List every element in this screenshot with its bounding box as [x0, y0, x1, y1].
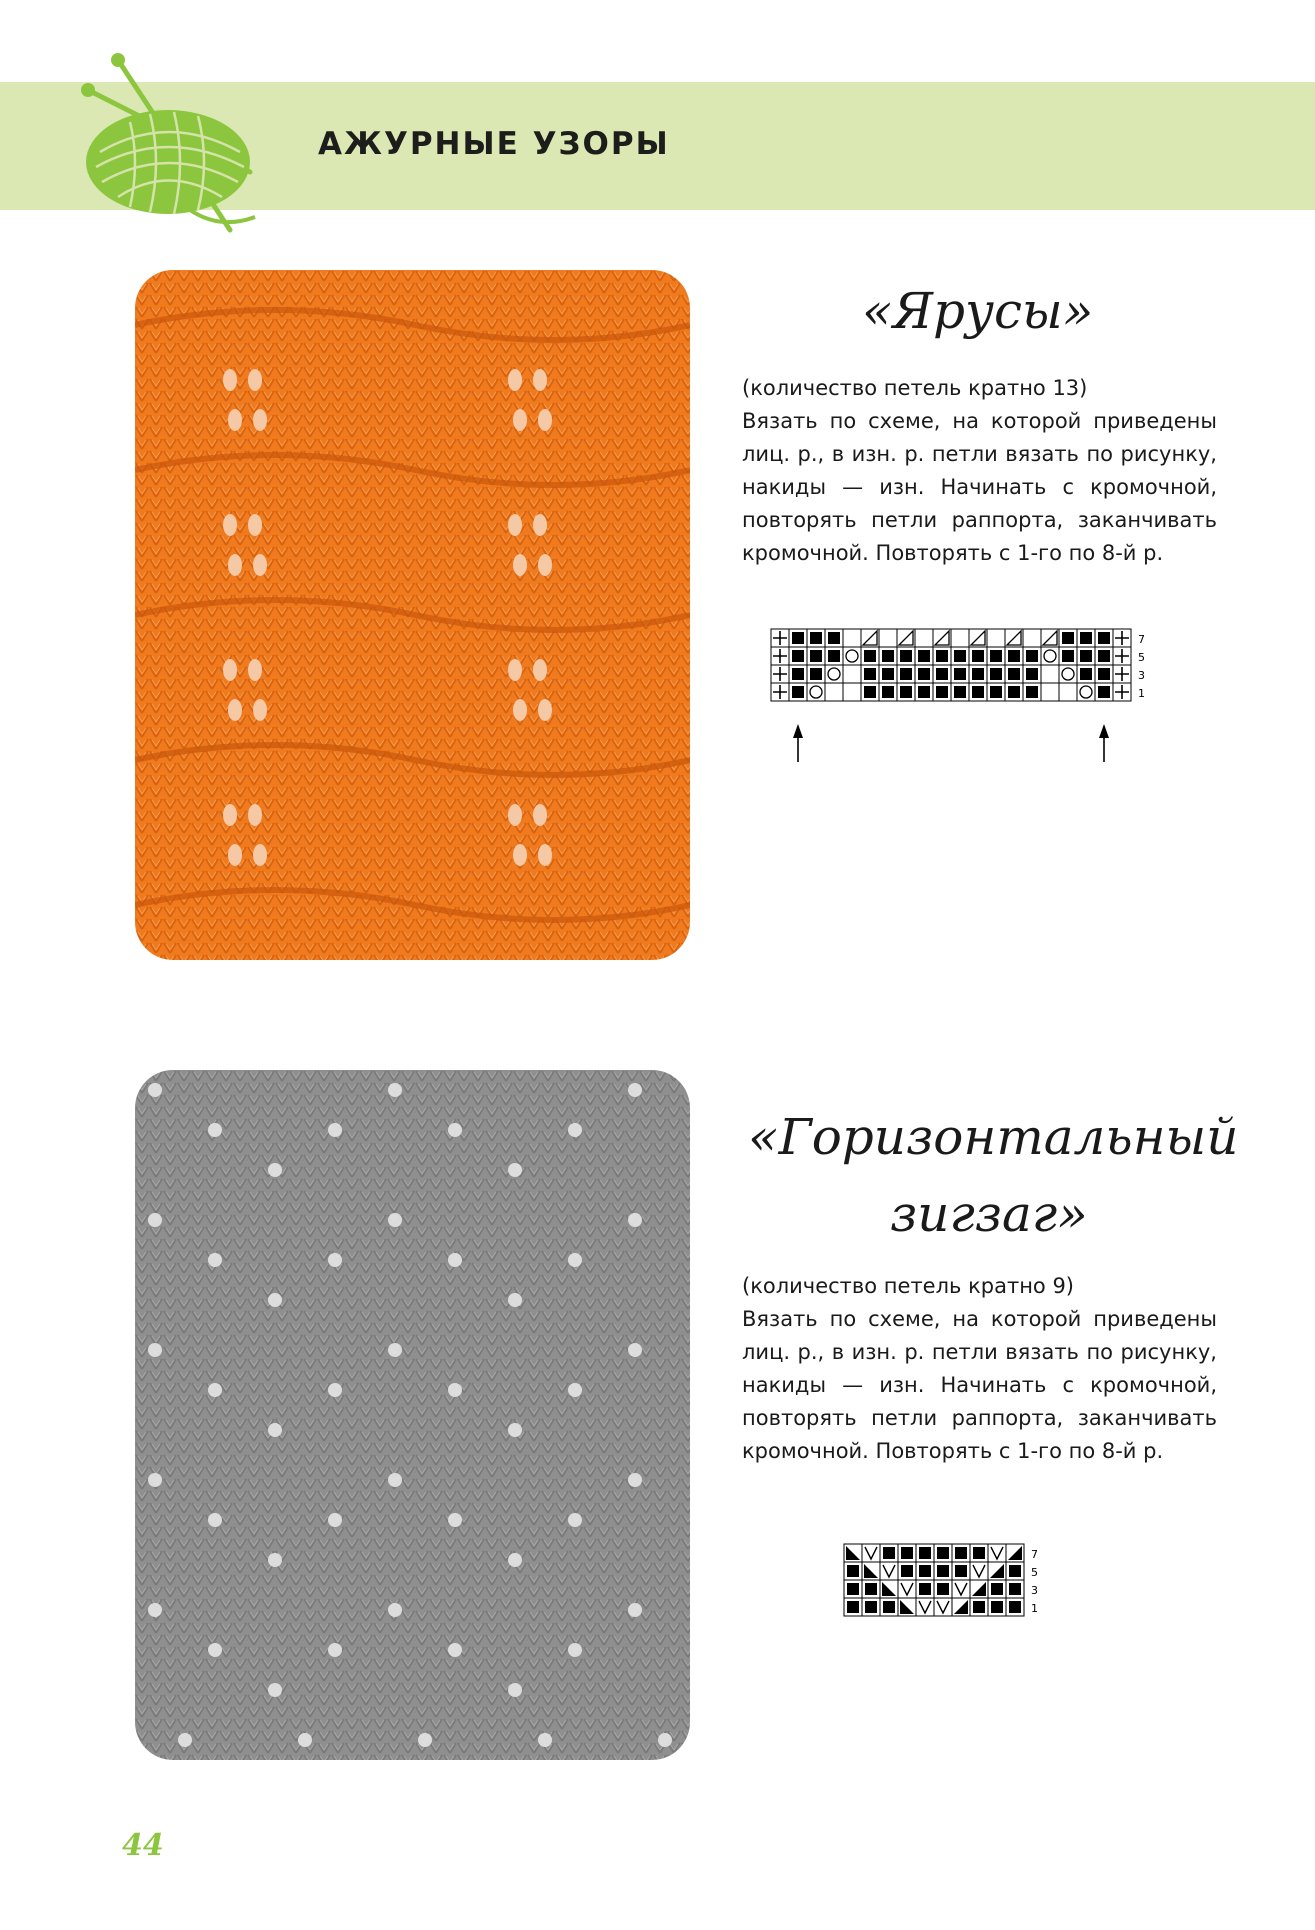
- chart-cell: [771, 629, 789, 647]
- pattern-2-knitting-chart: [843, 1543, 1063, 1625]
- chart-cell: [789, 647, 807, 665]
- chart-cell: [861, 665, 879, 683]
- chart-cell: [771, 665, 789, 683]
- chart-cell: [952, 1598, 970, 1616]
- chart-cell: [1095, 683, 1113, 701]
- chart-cell: [970, 1544, 988, 1562]
- chart-cell: [771, 647, 789, 665]
- chart-row-number: 3: [1031, 1584, 1038, 1597]
- chart-cell: [1059, 647, 1077, 665]
- chart-cell: [807, 629, 825, 647]
- chart-cell: [843, 683, 861, 701]
- pattern-1-description: [742, 372, 1217, 570]
- chart-row-number: 7: [1138, 633, 1145, 646]
- chart-cell: [1005, 683, 1023, 701]
- chart-cell: [988, 1598, 1006, 1616]
- chart-cell: [952, 1562, 970, 1580]
- chart-row-number: 7: [1031, 1548, 1038, 1561]
- arrow-up-icon: [1099, 724, 1109, 762]
- chart-row-number: 1: [1138, 687, 1145, 700]
- chart-cell: [789, 629, 807, 647]
- chart-cell: [862, 1562, 880, 1580]
- chart-cell: [880, 1580, 898, 1598]
- chart-cell: [916, 1562, 934, 1580]
- chart-cell: [862, 1598, 880, 1616]
- chart-cell: [789, 665, 807, 683]
- chart-cell: [969, 629, 987, 647]
- chart-cell: [825, 683, 843, 701]
- chart-cell: [898, 1544, 916, 1562]
- chart-cell: [916, 1580, 934, 1598]
- chart-cell: [970, 1580, 988, 1598]
- chart-cell: [1023, 683, 1041, 701]
- chart-cell: [951, 647, 969, 665]
- chart-cell: [951, 665, 969, 683]
- page-number: 44: [122, 1828, 164, 1863]
- chart-cell: [1113, 647, 1131, 665]
- chart-cell: [915, 665, 933, 683]
- chart-cell: [952, 1580, 970, 1598]
- chart-cell: [915, 647, 933, 665]
- chart-cell: [1095, 647, 1113, 665]
- chart-cell: [1113, 683, 1131, 701]
- chart-cell: [1023, 665, 1041, 683]
- chart-cell: [807, 683, 825, 701]
- chart-cell: [825, 629, 843, 647]
- pattern-2-description: [742, 1270, 1217, 1468]
- chart-cell: [1095, 629, 1113, 647]
- chart-cell: [1023, 629, 1041, 647]
- chart-cell: [861, 629, 879, 647]
- chart-cell: [1005, 647, 1023, 665]
- chart-cell: [1059, 665, 1077, 683]
- chart-cell: [898, 1580, 916, 1598]
- arrow-up-icon: [793, 724, 803, 762]
- chart-cell: [969, 665, 987, 683]
- chart-cell: [934, 1580, 952, 1598]
- chart-cell: [879, 665, 897, 683]
- chart-cell: [825, 665, 843, 683]
- pattern-1-photo: [135, 270, 690, 960]
- chart-cell: [879, 683, 897, 701]
- yarn-ball-with-needles-icon: [70, 52, 260, 237]
- chart-cell: [844, 1580, 862, 1598]
- chart-cell: [807, 665, 825, 683]
- chart-cell: [771, 683, 789, 701]
- chart-row-number: 3: [1138, 669, 1145, 682]
- chart-cell: [898, 1562, 916, 1580]
- chart-cell: [879, 629, 897, 647]
- chart-cell: [879, 647, 897, 665]
- chart-cell: [915, 629, 933, 647]
- chart-cell: [988, 1562, 1006, 1580]
- chart-cell: [1041, 665, 1059, 683]
- chart-cell: [987, 665, 1005, 683]
- chart-cell: [934, 1562, 952, 1580]
- chart-cell: [898, 1598, 916, 1616]
- chart-cell: [933, 683, 951, 701]
- pattern-2-stitch-count: (количество петель кратно 9): [742, 1274, 1075, 1298]
- pattern-2-instructions: Вязать по схеме, на которой приведены лиц. р., в изн. р. петли вязать по рисунку, накиды — изн. Начинать с кромочной, повторять петли раппорта, заканчивать кромочной. Повторять с 1-го по 8-й р.: [742, 1307, 1217, 1463]
- chart-cell: [1113, 665, 1131, 683]
- chart-cell: [1006, 1562, 1024, 1580]
- chart-cell: [897, 683, 915, 701]
- chart-row-number: 5: [1031, 1566, 1038, 1579]
- chart-cell: [1041, 683, 1059, 701]
- chart-cell: [987, 683, 1005, 701]
- chart-cell: [862, 1544, 880, 1562]
- chart-cell: [1041, 647, 1059, 665]
- pattern-1-knitting-chart: [770, 628, 1170, 763]
- chart-cell: [843, 629, 861, 647]
- chart-cell: [933, 665, 951, 683]
- chart-cell: [1006, 1580, 1024, 1598]
- chart-cell: [807, 647, 825, 665]
- chart-cell: [1059, 683, 1077, 701]
- chart-cell: [933, 629, 951, 647]
- chart-cell: [970, 1562, 988, 1580]
- chart-row-number: 1: [1031, 1602, 1038, 1615]
- chart-cell: [987, 647, 1005, 665]
- chart-cell: [1006, 1598, 1024, 1616]
- chart-cell: [988, 1544, 1006, 1562]
- chart-cell: [843, 647, 861, 665]
- chart-cell: [969, 647, 987, 665]
- chart-cell: [880, 1544, 898, 1562]
- chart-cell: [844, 1544, 862, 1562]
- chart-cell: [915, 683, 933, 701]
- chart-cell: [1095, 665, 1113, 683]
- pattern-1-instructions: Вязать по схеме, на которой приведены лиц. р., в изн. р. петли вязать по рисунку, накиды — изн. Начинать с кромочной, повторять петли раппорта, заканчивать кромочной. Повторять с 1-го по 8-й р.: [742, 409, 1217, 565]
- chart-cell: [1005, 665, 1023, 683]
- chart-row-number: 5: [1138, 651, 1145, 664]
- chart-cell: [862, 1580, 880, 1598]
- section-title: АЖУРНЫЕ УЗОРЫ: [318, 126, 670, 162]
- pattern-2-title-line-1: «Горизонтальный: [748, 1108, 1239, 1166]
- chart-cell: [1077, 647, 1095, 665]
- chart-cell: [825, 647, 843, 665]
- chart-cell: [880, 1562, 898, 1580]
- chart-cell: [934, 1544, 952, 1562]
- chart-cell: [1077, 683, 1095, 701]
- chart-cell: [951, 683, 969, 701]
- chart-cell: [951, 629, 969, 647]
- chart-cell: [897, 647, 915, 665]
- chart-cell: [916, 1544, 934, 1562]
- chart-cell: [844, 1562, 862, 1580]
- chart-cell: [843, 665, 861, 683]
- pattern-2-photo: [135, 1070, 690, 1760]
- chart-cell: [952, 1544, 970, 1562]
- chart-cell: [861, 647, 879, 665]
- pattern-1-stitch-count: (количество петель кратно 13): [742, 376, 1088, 400]
- chart-cell: [934, 1598, 952, 1616]
- chart-cell: [969, 683, 987, 701]
- chart-cell: [1023, 647, 1041, 665]
- pattern-2-title-line-2: зигзаг»: [890, 1185, 1088, 1243]
- chart-cell: [1041, 629, 1059, 647]
- chart-cell: [970, 1598, 988, 1616]
- chart-cell: [1059, 629, 1077, 647]
- chart-cell: [988, 1580, 1006, 1598]
- chart-cell: [897, 629, 915, 647]
- chart-cell: [933, 647, 951, 665]
- chart-cell: [916, 1598, 934, 1616]
- chart-cell: [789, 683, 807, 701]
- chart-cell: [987, 629, 1005, 647]
- pattern-1-title: «Ярусы»: [862, 282, 1094, 340]
- chart-cell: [844, 1598, 862, 1616]
- chart-cell: [880, 1598, 898, 1616]
- chart-cell: [1113, 629, 1131, 647]
- chart-cell: [861, 683, 879, 701]
- chart-cell: [1005, 629, 1023, 647]
- chart-cell: [1006, 1544, 1024, 1562]
- chart-cell: [897, 665, 915, 683]
- chart-cell: [1077, 629, 1095, 647]
- chart-cell: [1077, 665, 1095, 683]
